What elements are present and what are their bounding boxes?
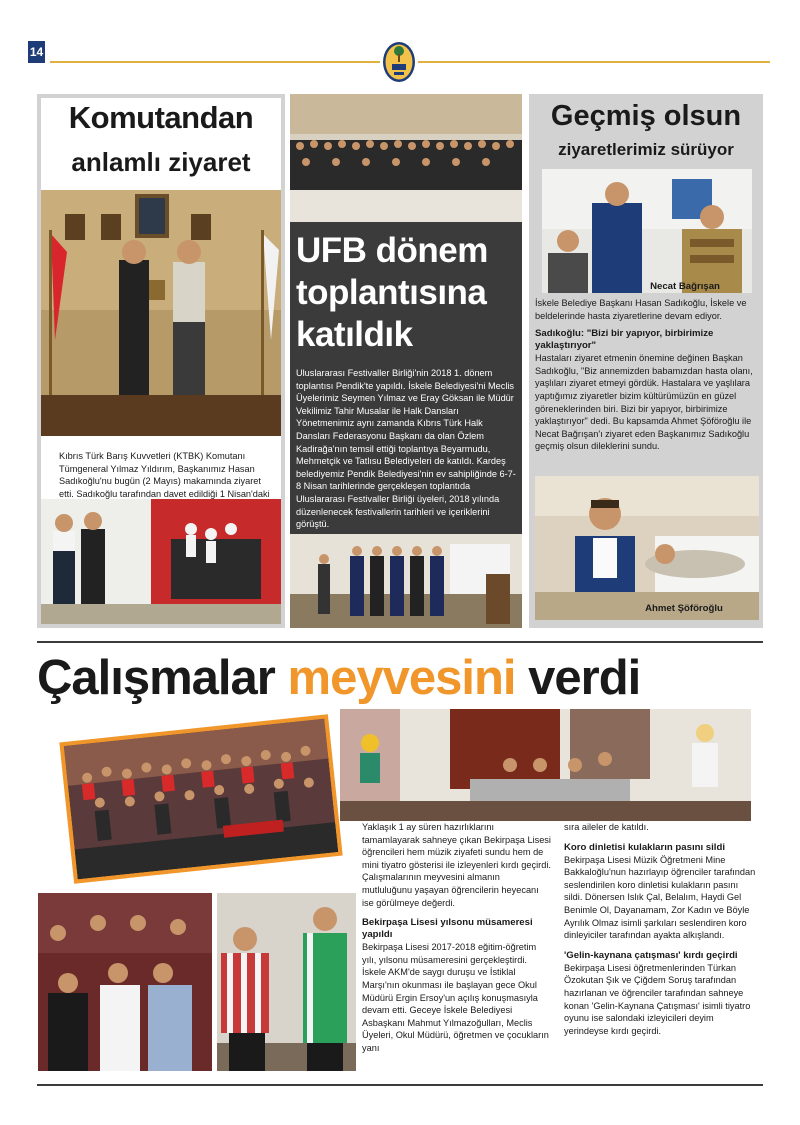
municipality-logo: [381, 38, 417, 84]
article3-title-line1: Geçmiş olsun: [550, 100, 742, 132]
page-number: 14: [28, 41, 45, 63]
section-divider: [37, 641, 763, 643]
article4-col1-p2: Bekirpaşa Lisesi 2017-2018 eğitim-öğretim yılı, yılsonu müsameresini gerçekleştirdi. İskele AKM'de saygı duruşu ve İstiklal Marşı'nın okunması ile başlayan gece Okul Müdürü Ergin Ersoy'un açılış konuşmasıyla devam etti. Geceye İskele Belediyesi Asbaşkanı Mahmut Yılmazoğulları, Meclis Üyeleri, Okul Müdürü, öğretmen ve çocukların yanı: [362, 942, 549, 1053]
article1-title-line2: anlamlı ziyaret: [71, 147, 251, 177]
article2-title-line3: katıldık: [296, 315, 413, 354]
article4-col2-p3: Bekirpaşa Lisesi öğretmenlerinden Türkan Özokutan Şık ve Çiğdem Soruş tarafından hazırlanan ve öğrenciler tarafından sahneye konan 'Gelin-Kaynana Çatışması' isimli tiyatro oyunu ise salondaki izleyicileri deyim yerindeyse kırdı geçirdi.: [564, 962, 751, 1036]
article3-subhead: Sadıkoğlu: "Bizi bir yapıyor, birbirimize yaklaştırıyor": [535, 328, 714, 352]
article1-title-line1: Komutandan: [68, 100, 254, 135]
article4-headline-part2: meyvesini: [287, 651, 516, 705]
photo-choir-frame: [59, 714, 342, 883]
photo-choir: [64, 719, 339, 880]
photo-audience: [38, 893, 212, 1071]
article3-intro: İskele Belediye Başkanı Hasan Sadıkoğlu, İskele ve beldelerinde hasta ziyaretlerine devam ediyor.: [535, 298, 747, 321]
caption-ahmet-soforoglu: Ahmet Şöföroğlu: [645, 603, 723, 614]
article4-col2-p1: sıra aileler de katıldı.: [564, 822, 649, 832]
header-rule-left: [50, 61, 380, 63]
article4-col1-subhead: Bekirpaşa Lisesi yılsonu müsameresi yapıldı: [362, 917, 533, 941]
article4-headline: [37, 648, 763, 708]
caption-necat-bagrisan: Necat Bağrışan: [650, 281, 720, 292]
article3-title-line2: ziyaretlerimiz sürüyor: [558, 140, 734, 159]
page-bottom-rule: [37, 1084, 763, 1086]
article4-col1-p1: Yaklaşık 1 ay süren hazırlıklarını tamamlayarak sahneye çıkan Bekirpaşa Lisesi öğrencileri hem müzik ziyafeti sundu hem de mini tiyatro gösterisi ile izleyenleri kırdı geçirdi. Çalışmalarının meyvesini almanın mutluluğunu yaşayan öğrencilerin heyecanı ise görülmeye değerdi.: [362, 822, 551, 908]
article4-headline-part3: verdi: [528, 651, 641, 705]
header-rule-right: [418, 61, 770, 63]
article-ufb-toplanti: [290, 94, 522, 628]
article4-col2-subhead1: Koro dinletisi kulakların pasını sildi: [564, 841, 725, 853]
article-gecmis-olsun: [529, 94, 763, 628]
photo-ufb-meeting: [290, 534, 522, 628]
photo-actors: [217, 893, 356, 1071]
photo-commander-plaque: [41, 190, 281, 436]
photo-ufb-group: [290, 94, 522, 222]
article4-column2: [564, 821, 758, 1037]
article4-col2-p2: Bekirpaşa Lisesi Müzik Öğretmeni Mine Bakkaloğlu'nun hazırlayıp öğrenciler tarafından seslendirilen koro dinletisi kulakların pasını sildi. Dönersen Islık Çal, Belalım, Haydi Gel Benimle Ol, Dayanamam, Zor Kadın ve Böyle Ayrılık Olmaz isimli şarkıları seslendiren koro dinleyiciler tarafından ayakta alkışlandı.: [564, 854, 756, 941]
article3-body-block: [535, 297, 759, 453]
photo-ahmet-soforoglu-visit: [535, 476, 759, 620]
photo-museum-tour: [41, 499, 281, 624]
article4-headline-part1: Çalışmalar: [37, 651, 275, 705]
article-komutandan-ziyaret: [37, 94, 285, 628]
article4-column1: [362, 821, 552, 1055]
photo-theatre-stage: [340, 709, 751, 821]
article2-title-line1: UFB dönem: [296, 231, 488, 270]
article1-body: Kıbrıs Türk Barış Kuvvetleri (KTBK) Komutanı Tümgeneral Yılmaz Yıldırım, Başkanımız Hasan Sadıkoğlu'nu bugün (2 Mayıs) makamında ziyaret etti. Sadıkoğlu tarafından davet edildiği 1 Nisan'daki: [59, 451, 270, 499]
article2-title-line2: toplantısına: [296, 273, 487, 312]
article2-body: Uluslararası Festivaller Birliği'nin 2018 1. dönem toplantısı Pendik'te yapıldı. İskele Belediyesi'ni Meclis Üyelerimiz Seymen Yılmaz ve Eray Göksan ile Müdür Vekilimiz Tahir Musalar ile Halk Dansları Yönetmenimiz aynı zamanda Kıbrıs Türk Halk Dansları Federasyonu Başkanı da olan Özlem Kadirağa'nın temsil ettiği toplantıya Beyarmudu, Mehmetçik ve Tatlısu Belediyeleri de katıldı. Kardeş belediyemiz Pendik Belediyesi'nin ev sahipliğinde 6-7-8 Nisan tarihlerinde gerçekleşen toplantıda Uluslararası Festivaller Birliği üyeleri, 2018 yılında düzenlenecek festivallerin tarihleri ve içeriklerini görüştü.: [296, 368, 516, 530]
article4-col2-subhead2: 'Gelin-kaynana çatışması' kırdı geçirdi: [564, 949, 738, 961]
article3-body: Hastaları ziyaret etmenin önemine değinen Başkan Sadıkoğlu, "Biz annemizden babamızdan hasta olanı, yaşlıları ziyaret etmeyi gördük. Hastalara ve yaşlılara yaptığımız ziyaretler bizim kültürümüzün en güzel göreneklerinden biri. Bizi bir yapıyor, birbirimize yaklaştırıyor" dedi. Bu kapsamda Ahmet Şöföroğlu ile Necat Bağrışan'ı ziyaret eden Başkanımız Sadıkoğlu geçmiş olsun dileklerini sundu.: [535, 353, 753, 452]
photo-necat-bagrisan-visit: [542, 169, 752, 293]
